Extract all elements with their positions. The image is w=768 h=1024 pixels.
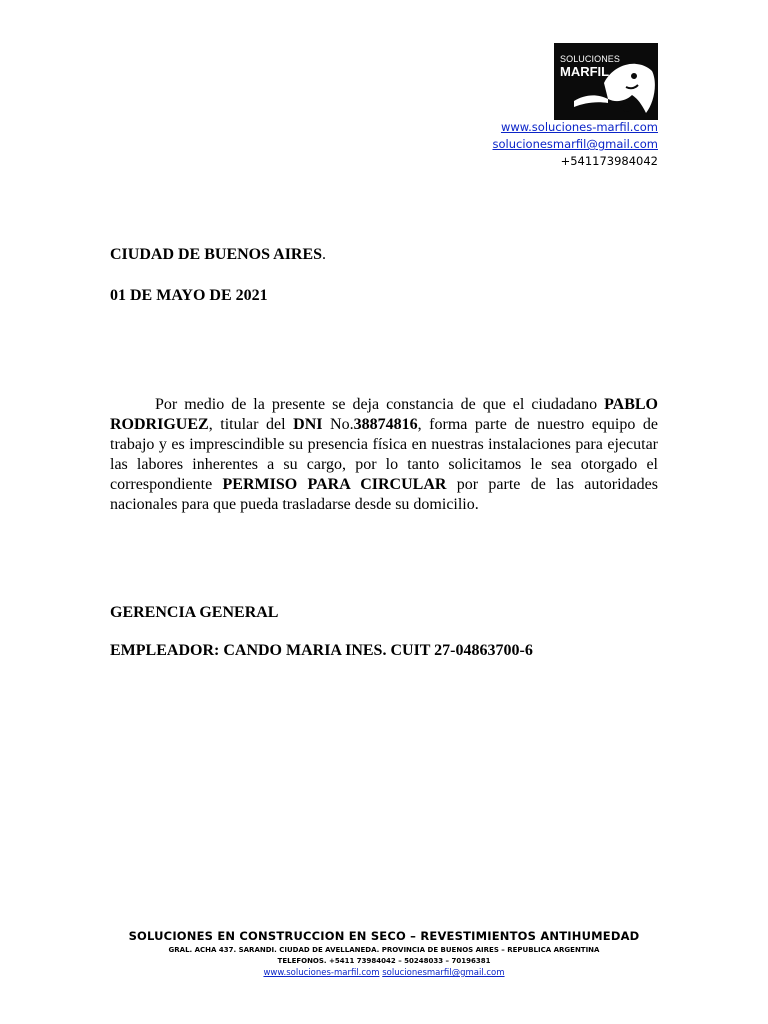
header-phone: +541173984042	[560, 154, 658, 168]
city-name: CIUDAD DE BUENOS AIRES	[110, 246, 323, 263]
footer-address: GRAL. ACHA 437. SARANDI. CIUDAD DE AVELLANEDA. PROVINCIA DE BUENOS AIRES – REPUBLICA ARGENTINA	[168, 946, 600, 954]
body-part-4: , forma parte de nuestro equipo de trabajo y es imprescindible su presencia física en nuestras instalaciones para ejecutar las labores inherentes a su cargo, por lo tanto solicitamos le sea otorgado el correspondiente	[110, 416, 659, 493]
letter-date: 01 DE MAYO DE 2021	[110, 287, 268, 304]
logo-line1: SOLUCIONES	[560, 54, 621, 64]
footer-links	[0, 968, 768, 978]
signature-department: GERENCIA GENERAL	[110, 604, 279, 621]
employer-line: EMPLEADOR: CANDO MARIA INES. CUIT 27-04863700-6	[110, 642, 533, 659]
dni-label: DNI	[293, 416, 323, 433]
dni-number: 38874816	[353, 416, 418, 433]
body-part-1: Por medio de la presente se deja constancia de que el ciudadano	[155, 396, 605, 413]
company-logo	[554, 43, 658, 120]
letter-city	[110, 246, 326, 264]
body-part-2: , titular del	[208, 416, 294, 433]
header-website-link[interactable]: www.soluciones-marfil.com	[500, 120, 658, 134]
header-email-link[interactable]: solucionesmarfil@gmail.com	[492, 137, 658, 151]
letter-body	[110, 395, 658, 515]
logo-line2: MARFIL	[560, 64, 610, 79]
footer-phones: TELEFONOS. +5411 73984042 – 50248033 – 70196381	[277, 957, 491, 965]
body-part-3: No.	[322, 416, 354, 433]
permit-name: PERMISO PARA CIRCULAR	[222, 476, 447, 493]
employee-name: PABLO RODRIGUEZ	[110, 396, 658, 433]
city-punct: .	[322, 246, 327, 263]
body-part-5: por parte de las autoridades nacionales para que pueda trasladarse desde su domicilio.	[110, 476, 658, 513]
footer-title: SOLUCIONES EN CONSTRUCCION EN SECO – REVESTIMIENTOS ANTIHUMEDAD	[128, 929, 640, 943]
footer-website-link[interactable]: www.soluciones-marfil.com	[263, 968, 380, 978]
footer-email-link[interactable]: solucionesmarfil@gmail.com	[382, 968, 505, 978]
